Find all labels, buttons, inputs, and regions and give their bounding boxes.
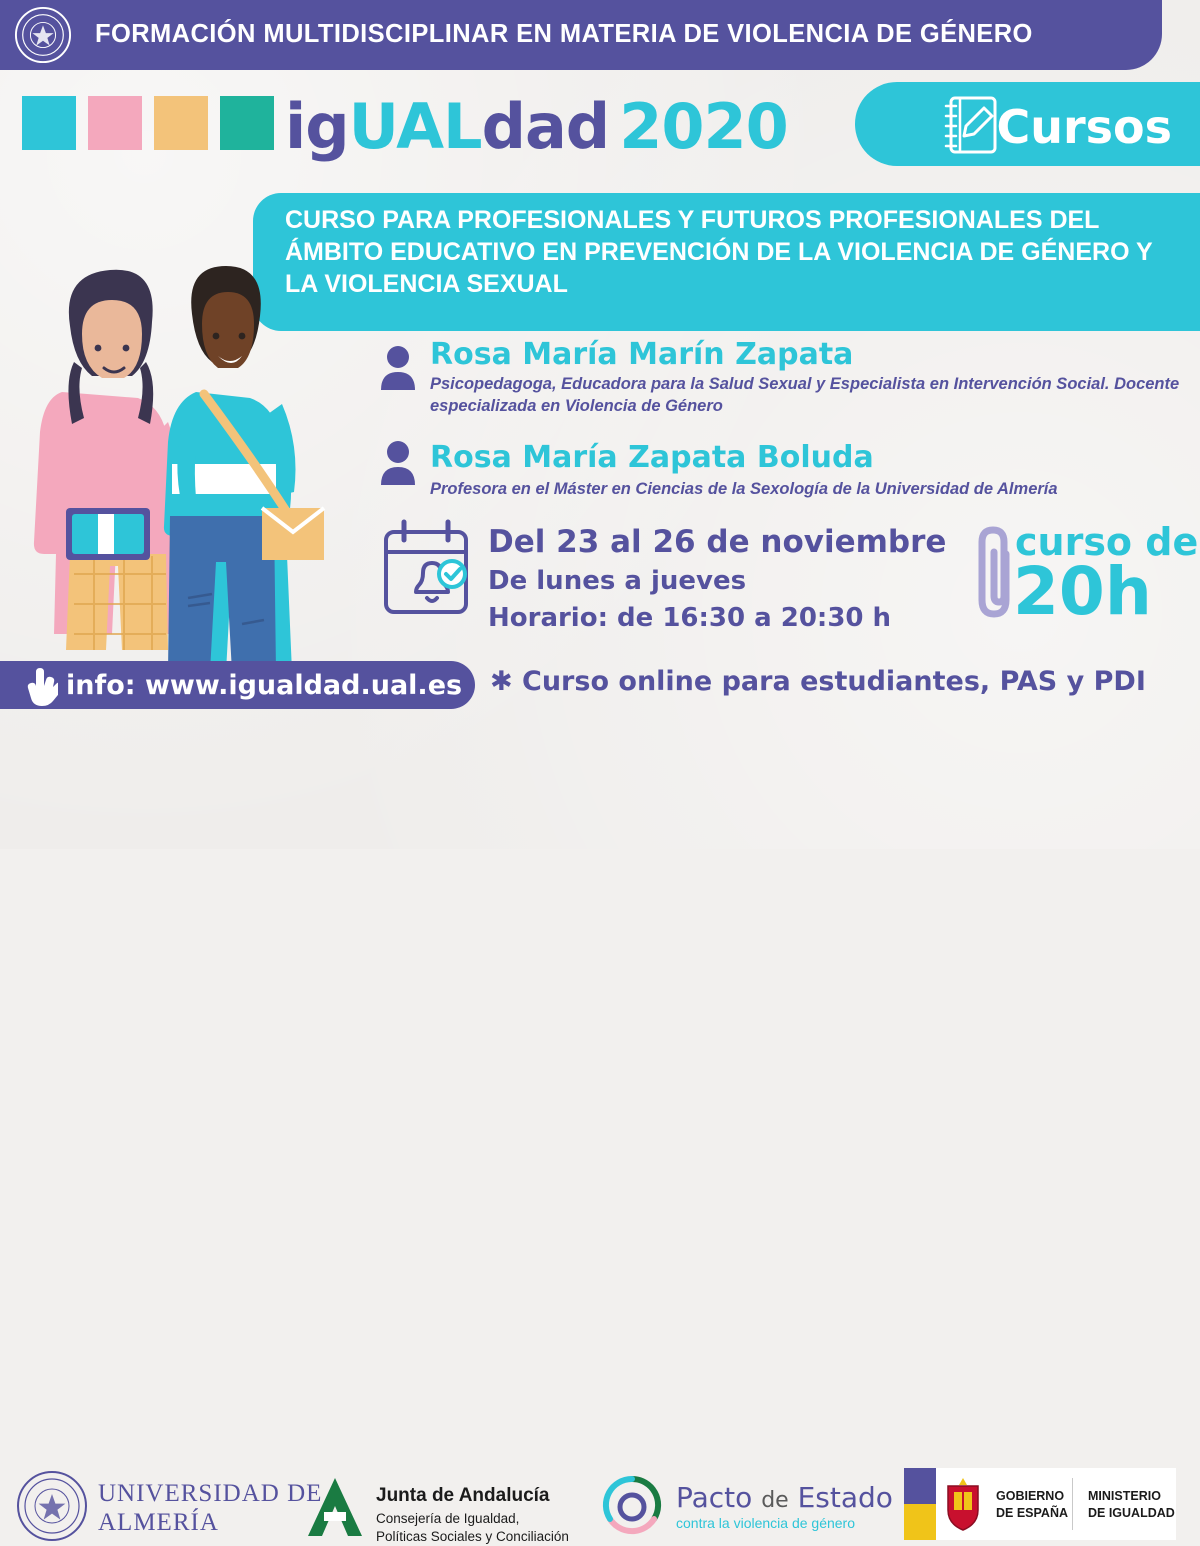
color-swatch-1 (22, 96, 76, 150)
schedule-dates: Del 23 al 26 de noviembre (488, 524, 947, 560)
ual-seal-icon (16, 1470, 88, 1542)
calendar-bell-icon (378, 518, 474, 624)
gobierno-line1: GOBIERNO (996, 1489, 1065, 1503)
students-illustration (10, 222, 370, 672)
schedule-hours: Horario: de 16:30 a 20:30 h (488, 603, 892, 633)
speaker-1-name: Rosa María Marín Zapata (430, 337, 854, 372)
brand-part-ual: UAL (348, 90, 482, 163)
info-url[interactable]: info: www.igualdad.ual.es (66, 670, 463, 701)
ministerio-line2: DE IGUALDAD (1088, 1505, 1175, 1520)
brand-wordmark (285, 90, 788, 163)
junta-title: Junta de Andalucía (376, 1485, 550, 1506)
brand-part-dad: dad (481, 90, 610, 163)
junta-sub-line2: Políticas Sociales y Conciliación (376, 1529, 569, 1545)
brand-year: 2020 (619, 90, 788, 163)
online-note: ✱ Curso online para estudiantes, PAS y PDI (490, 666, 1146, 697)
ual-seal-icon (14, 6, 72, 64)
pacto-circles-icon (600, 1473, 664, 1537)
color-swatch-2 (88, 96, 142, 150)
notebook-pencil-icon (940, 92, 1004, 158)
brand-part-ig: ig (285, 90, 349, 163)
gobierno-divider (1072, 1478, 1073, 1530)
pacto-title (676, 1481, 893, 1514)
person-icon (378, 345, 418, 391)
ual-logo-line2: ALMERÍA (98, 1508, 219, 1536)
pacto-subtitle: contra la violencia de género (676, 1515, 856, 1531)
ministerio-line1: MINISTERIO (1088, 1489, 1161, 1503)
speaker-2-description: Profesora en el Máster en Ciencias de la Sexología de la Universidad de Almería (430, 480, 1058, 498)
hand-pointer-icon (22, 666, 58, 706)
schedule-days: De lunes a jueves (488, 566, 747, 596)
pacto-title-main: Pacto (676, 1481, 753, 1514)
ministerio-text (1088, 1488, 1175, 1522)
spain-coat-of-arms-icon (942, 1476, 984, 1532)
ual-logo-text (98, 1480, 322, 1538)
course-title: CURSO PARA PROFESIONALES Y FUTUROS PROFESIONALES DEL ÁMBITO EDUCATIVO EN PREVENCIÓN DE LA VIOLENCIA DE GÉNERO Y LA VIOLENCIA SEXUAL (285, 206, 1153, 298)
footer-logos (0, 728, 1200, 1545)
pacto-title-estado: Estado (797, 1481, 893, 1514)
speaker-1-description: Psicopedagoga, Educadora para la Salud Sexual y Especialista en Intervención Social. Docente especializada en Violencia de Género (430, 375, 1180, 416)
junta-subtitle (376, 1510, 569, 1546)
gobierno-line2: DE ESPAÑA (996, 1505, 1069, 1520)
cursos-label: Cursos (996, 100, 1172, 154)
gobierno-flag-bar (904, 1468, 936, 1540)
duration-value: 20h (1013, 553, 1152, 630)
gobierno-text (996, 1488, 1068, 1522)
page-title: FORMACIÓN MULTIDISCIPLINAR EN MATERIA DE VIOLENCIA DE GÉNERO (95, 20, 1033, 48)
ual-logo-line1: UNIVERSIDAD DE (98, 1480, 323, 1507)
pacto-title-de: de (761, 1488, 789, 1513)
junta-andalucia-mark-icon (306, 1476, 364, 1538)
junta-sub-line1: Consejería de Igualdad, (376, 1511, 520, 1526)
speaker-2-name: Rosa María Zapata Boluda (430, 440, 874, 475)
color-swatch-3 (154, 96, 208, 150)
person-icon (378, 440, 418, 486)
duration-label: curso de (1015, 520, 1199, 564)
color-swatch-4 (220, 96, 274, 150)
